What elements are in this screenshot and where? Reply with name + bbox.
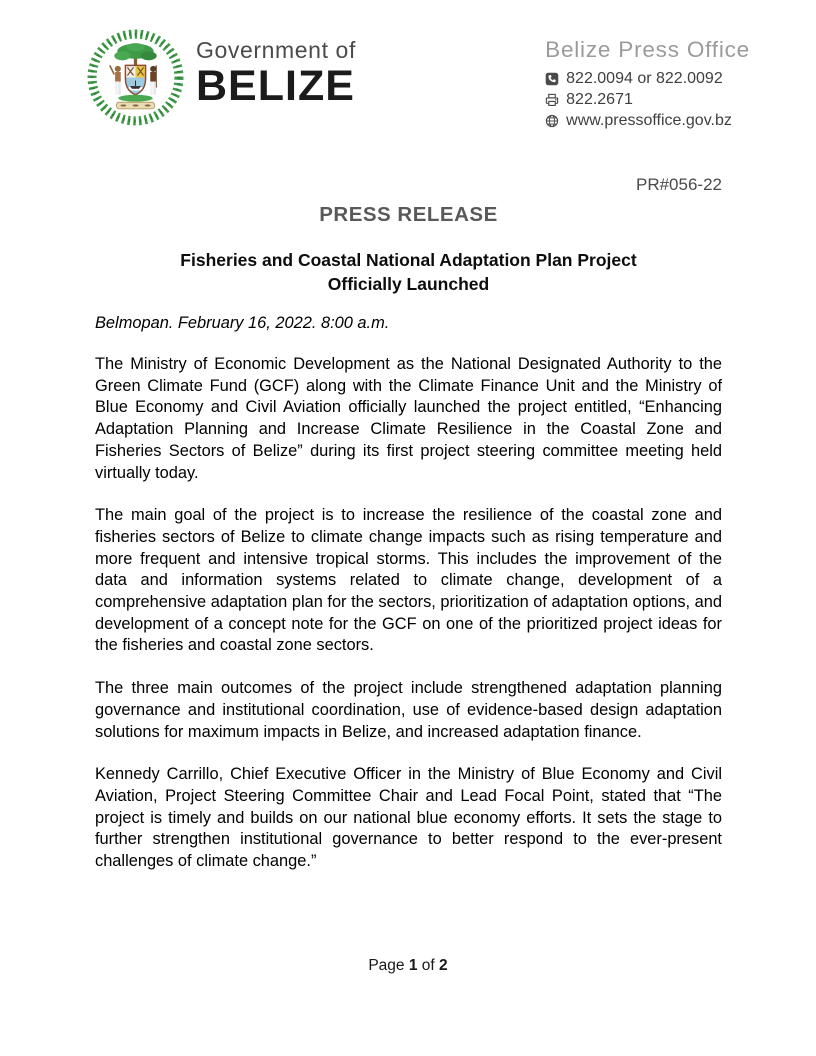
government-logo	[85, 27, 356, 133]
dateline: Belmopan. February 16, 2022. 8:00 a.m.	[95, 314, 390, 332]
paragraph-2: The main goal of the project is to increase the resilience of the coastal zone and fisheries sectors of Belize to climate change impacts such as rising temperature and more frequent and intensive tropical storms. This includes the improvement of the data and information systems related to climate change, development of a comprehensive adaptation plan for the sectors, prioritization of adaptation options, and development of a concept note for the GCF on one of the prioritized project ideas for the fisheries and coastal zone sectors.	[95, 506, 722, 655]
paragraph-3: The three main outcomes of the project include strengthened adaptation planning governance and institutional coordination, use of evidence-based design adaptation solutions for maximum impacts in Belize, and increased adaptation finance.	[95, 679, 722, 741]
document-title-line1: Fisheries and Coastal National Adaptation Plan Project	[180, 250, 637, 270]
government-wordmark	[196, 37, 356, 108]
page-footer	[0, 957, 816, 975]
contact-fax-row	[545, 91, 750, 109]
contact-fax-text: 822.2671	[566, 91, 633, 108]
wordmark-belize: BELIZE	[196, 62, 355, 110]
press-release-reference: PR#056-22	[635, 175, 722, 194]
document-content	[0, 175, 816, 873]
document-title-line2: Officially Launched	[327, 273, 490, 294]
contact-website-text: www.pressoffice.gov.bz	[566, 112, 732, 129]
document-title	[95, 249, 722, 296]
contact-phone-text: 822.0094 or 822.0092	[566, 70, 723, 87]
footer-page-label: Page	[368, 957, 405, 974]
paragraph-4: Kennedy Carrillo, Chief Executive Officer in the Ministry of Blue Economy and Civil Aviation, Project Steering Committee Chair and Lead Focal Point, stated that “The project is timely and builds on our national blue economy efforts. It sets the stage to further strengthen institutional governance to better respond to the ever-present challenges of climate change.”	[95, 765, 722, 871]
press-office-contact-block	[545, 37, 750, 133]
press-office-title: Belize Press Office	[545, 37, 750, 62]
phone-icon	[545, 72, 559, 86]
paragraph-1: The Ministry of Economic Development as the National Designated Authority to the Green Climate Fund (GCF) along with the Climate Finance Unit and the Ministry of Blue Economy and Civil Aviation officially launched the project entitled, “Enhancing Adaptation Planning and Increase Climate Resilience in the Coastal Zone and Fisheries Sectors of Belize” during its first project steering committee meeting held virtually today.	[95, 355, 722, 482]
body-paragraphs	[95, 354, 722, 873]
press-release-kicker: PRESS RELEASE	[319, 203, 498, 226]
fax-icon	[545, 93, 559, 107]
wordmark-government-of: Government of	[196, 37, 356, 63]
page-header	[0, 0, 816, 133]
contact-website-row	[545, 112, 750, 130]
contact-phone-row	[545, 70, 750, 88]
belize-coat-of-arms-icon	[85, 27, 186, 133]
footer-current-page: 1	[408, 957, 418, 974]
footer-of-label: of	[421, 957, 435, 974]
globe-icon	[545, 114, 559, 128]
footer-total-pages: 2	[439, 957, 448, 974]
